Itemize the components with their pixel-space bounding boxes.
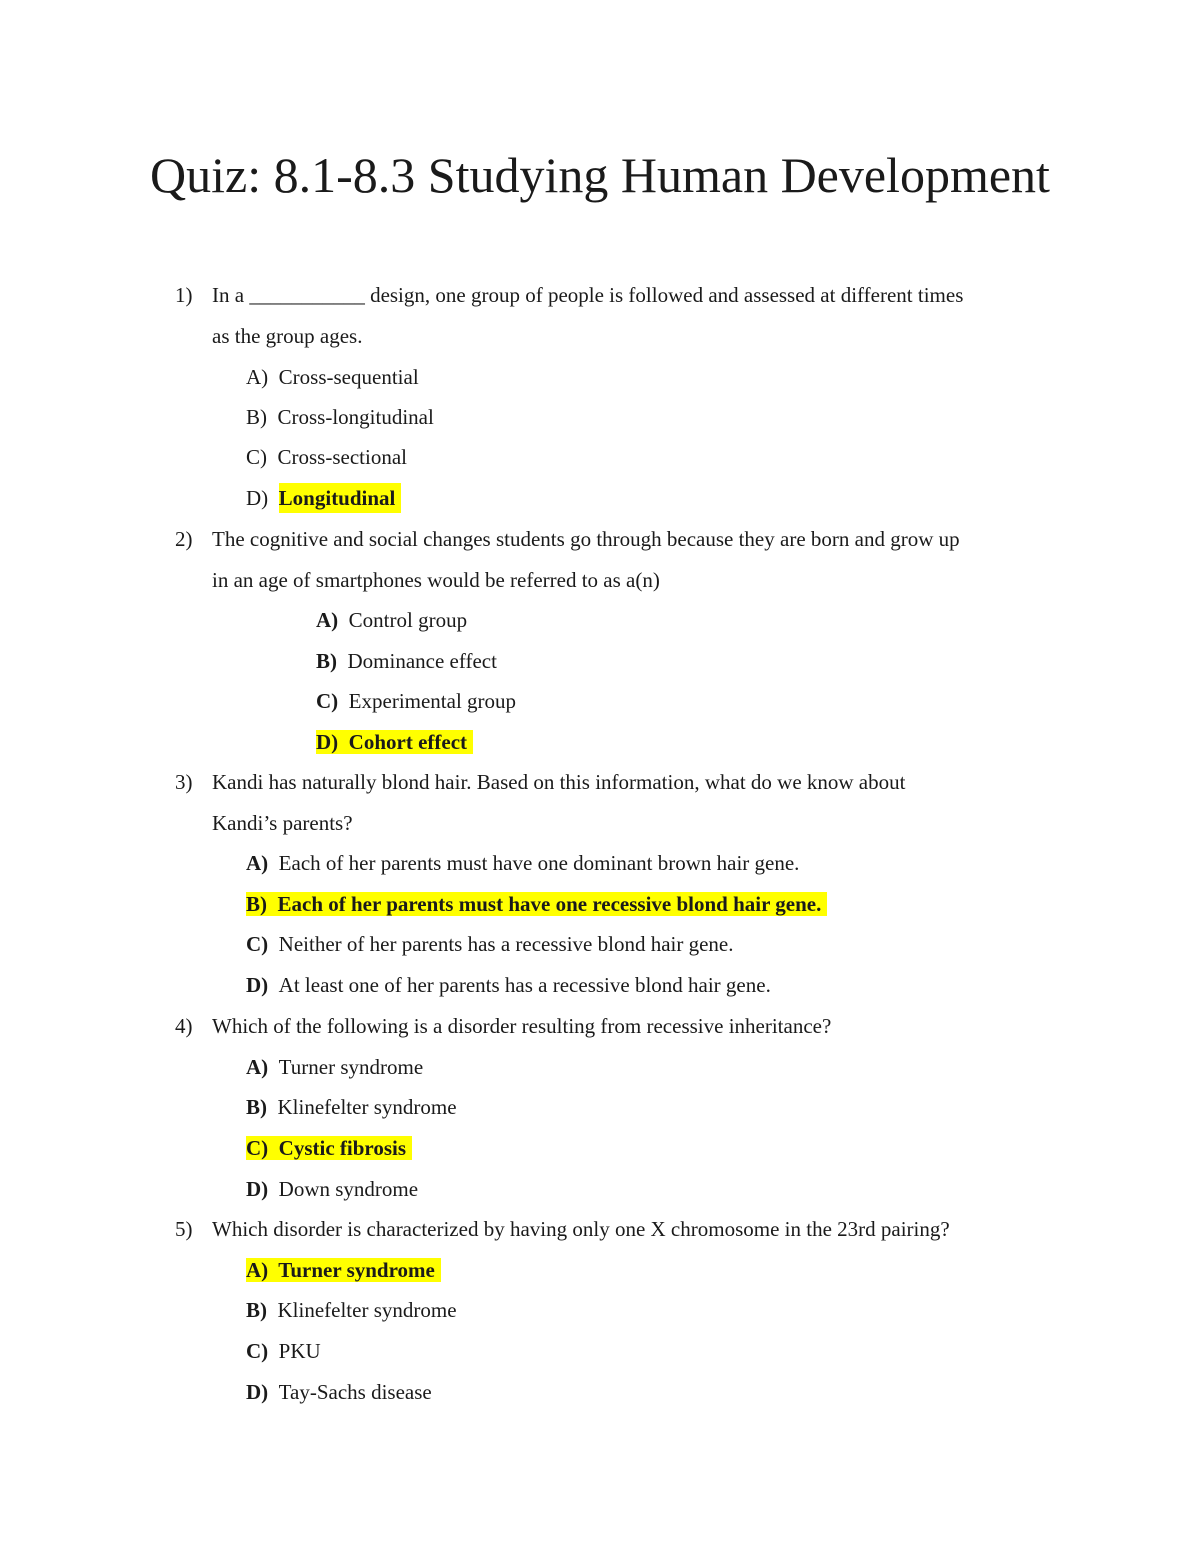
option-d-correct (246, 483, 401, 513)
correct-answer-highlight (246, 892, 827, 916)
option-label: D) (246, 1177, 269, 1201)
option-label: B) (246, 892, 267, 916)
question-text-line: The cognitive and social changes students go through because they are born and grow up (212, 527, 960, 551)
option-label: C) (246, 445, 267, 469)
option-label: A) (316, 608, 339, 632)
option-label: B) (246, 405, 267, 429)
option-text: Neither of her parents has a recessive blond hair gene. (278, 932, 734, 956)
option-text: Cross-sectional (277, 445, 407, 469)
question-number: 5) (175, 1217, 193, 1241)
option-label: B) (246, 1095, 267, 1119)
option-text: Experimental group (348, 689, 517, 713)
option-label: A) (246, 1258, 269, 1282)
option-text: Klinefelter syndrome (277, 1095, 457, 1119)
question-number: 4) (175, 1014, 193, 1038)
question-number: 3) (175, 770, 193, 794)
option-d (246, 1174, 418, 1204)
correct-answer-highlight (246, 1258, 441, 1282)
option-b (246, 402, 434, 432)
option-label: D) (316, 730, 339, 754)
question-text-line: Which disorder is characterized by having only one X chromosome in the 23rd pairing? (212, 1217, 950, 1241)
option-label: D) (246, 1380, 269, 1404)
option-label: B) (316, 649, 337, 673)
option-text: Each of her parents must have one dominant brown hair gene. (278, 851, 800, 875)
question-text-line: In a ___________ design, one group of people is followed and assessed at different times (212, 283, 964, 307)
option-text: Klinefelter syndrome (277, 1298, 457, 1322)
option-label: A) (246, 365, 269, 389)
option-a-correct (246, 1255, 441, 1285)
option-a (316, 605, 467, 635)
option-a (246, 848, 799, 878)
option-text: At least one of her parents has a recessive blond hair gene. (278, 973, 771, 997)
option-a (246, 362, 419, 392)
option-a (246, 1052, 423, 1082)
option-text: Turner syndrome (278, 1258, 435, 1282)
option-label: B) (246, 1298, 267, 1322)
question-text-line: in an age of smartphones would be referred to as a(n) (212, 568, 660, 592)
question-number: 2) (175, 527, 193, 551)
option-label: A) (246, 1055, 269, 1079)
option-text: Dominance effect (347, 649, 497, 673)
option-d-correct (316, 727, 473, 757)
option-label: C) (246, 1339, 269, 1363)
option-text: Control group (348, 608, 468, 632)
option-c-correct (246, 1133, 412, 1163)
option-label: C) (246, 932, 269, 956)
option-text: Cross-longitudinal (277, 405, 434, 429)
option-b (246, 1295, 457, 1325)
option-label: D) (246, 486, 269, 510)
option-text: PKU (278, 1339, 321, 1363)
correct-answer-highlight (316, 730, 473, 754)
option-b (316, 646, 497, 676)
option-label: C) (246, 1136, 269, 1160)
option-label: A) (246, 851, 269, 875)
question-number: 1) (175, 283, 193, 307)
option-text: Turner syndrome (278, 1055, 424, 1079)
page-title: Quiz: 8.1-8.3 Studying Human Development (150, 147, 1050, 203)
correct-answer-highlight: Longitudinal (279, 483, 402, 513)
option-text: Each of her parents must have one recessive blond hair gene. (277, 892, 822, 916)
option-c (246, 442, 407, 472)
option-text: Cross-sequential (278, 365, 419, 389)
correct-answer-highlight (246, 1136, 412, 1160)
question-text-line: Kandi has naturally blond hair. Based on this information, what do we know about (212, 770, 906, 794)
option-b-correct (246, 889, 827, 919)
question-text-line: Which of the following is a disorder resulting from recessive inheritance? (212, 1014, 832, 1038)
option-b (246, 1092, 457, 1122)
option-text: Tay-Sachs disease (278, 1380, 432, 1404)
option-c (246, 1336, 321, 1366)
question-text-line: Kandi’s parents? (212, 811, 353, 835)
option-text: Down syndrome (278, 1177, 419, 1201)
option-text: Cohort effect (348, 730, 468, 754)
option-c (316, 686, 516, 716)
question-text-line: as the group ages. (212, 324, 363, 348)
option-d (246, 1377, 432, 1407)
option-label: D) (246, 973, 269, 997)
option-text: Cystic fibrosis (278, 1136, 407, 1160)
option-d (246, 970, 771, 1000)
option-c (246, 929, 733, 959)
option-label: C) (316, 689, 339, 713)
